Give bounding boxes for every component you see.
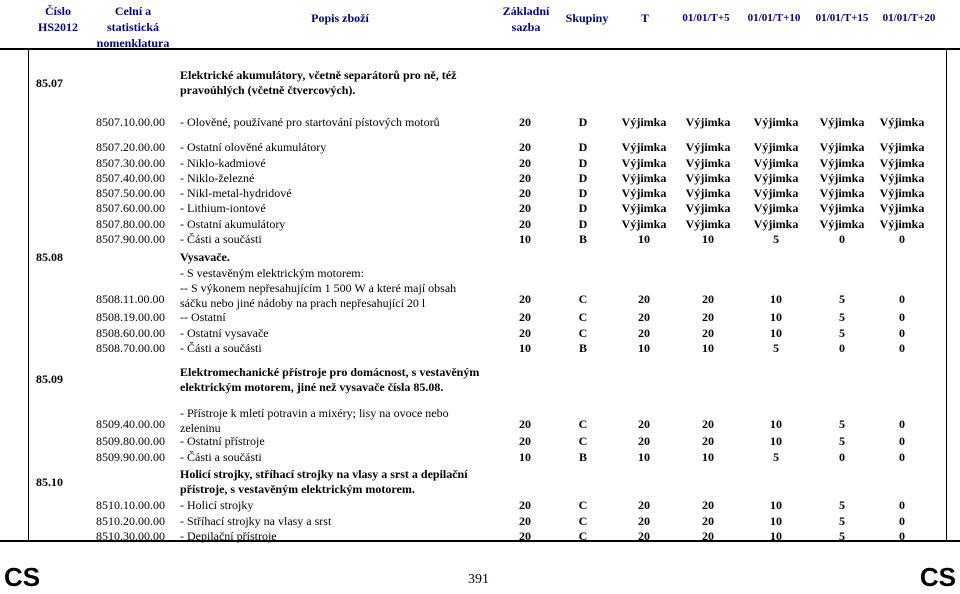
cell-t5: Výjimka [685, 140, 731, 154]
cell-t20: 0 [899, 341, 905, 355]
cell-t10: 10 [770, 498, 782, 512]
cell-t10: 10 [770, 292, 782, 306]
heading-code: 85.09 [36, 372, 63, 386]
col-header-description: Popis zboží [311, 11, 369, 25]
heading-code: 85.08 [36, 250, 63, 264]
cell-grp: B [578, 232, 587, 246]
col-header-t10: 01/01/T+10 [747, 12, 801, 24]
cell-grp: D [578, 156, 588, 170]
cell-rate: 20 [519, 310, 531, 324]
cell-t: 20 [638, 292, 650, 306]
goods-description: sáčku nebo jiné nádoby na prach nepřesahující 20 l [180, 296, 426, 310]
cell-rate: 20 [519, 498, 531, 512]
cell-t: 20 [638, 498, 650, 512]
cell-rate: 20 [519, 140, 531, 154]
cell-t: Výjimka [621, 156, 667, 170]
cell-t10: Výjimka [753, 217, 799, 231]
cell-t10: Výjimka [753, 186, 799, 200]
cell-t: Výjimka [621, 140, 667, 154]
cell-grp: C [578, 292, 588, 306]
cell-grp: C [578, 310, 588, 324]
goods-description: - Depilační přístroje [180, 529, 277, 543]
cell-t10: Výjimka [753, 201, 799, 215]
subheading-note: - S vestavěným elektrickým motorem: [180, 266, 364, 280]
cell-grp: D [578, 217, 588, 231]
cell-t15: 5 [839, 292, 845, 306]
cell-t15: 5 [839, 498, 845, 512]
cell-grp: D [578, 201, 588, 215]
goods-description: - Niklo-kadmiové [180, 156, 266, 170]
cell-t15: 5 [839, 514, 845, 528]
col-header-t15: 01/01/T+15 [815, 12, 869, 24]
col-header-t: T [640, 11, 649, 25]
goods-description: - Části a součásti [180, 450, 262, 464]
cell-t: Výjimka [621, 201, 667, 215]
cell-t10: Výjimka [753, 115, 799, 129]
cell-t20: 0 [899, 310, 905, 324]
col-header-t5: 01/01/T+5 [682, 12, 730, 24]
cell-grp: D [578, 140, 588, 154]
cell-t20: 0 [899, 529, 905, 543]
cn-code: 8509.40.00.00 [96, 417, 165, 431]
goods-description: -- Ostatní [180, 310, 226, 324]
cell-rate: 20 [519, 186, 531, 200]
cell-t10: 5 [773, 232, 779, 246]
cn-code: 8508.19.00.00 [96, 310, 165, 324]
cell-t15: Výjimka [819, 201, 865, 215]
cell-t20: Výjimka [879, 140, 925, 154]
cn-code: 8507.50.00.00 [96, 186, 165, 200]
cell-t15: Výjimka [819, 140, 865, 154]
cell-grp: D [578, 115, 588, 129]
col-header-kn: Celní a statistická nomenklatura [96, 4, 170, 50]
heading-text: Elektromechanické přístroje pro domácnost, s vestavěným [180, 365, 480, 379]
cell-t5: Výjimka [685, 115, 731, 129]
cell-t5: 10 [702, 450, 714, 464]
cn-code: 8507.80.00.00 [96, 217, 165, 231]
cn-code: 8507.40.00.00 [96, 171, 165, 185]
cell-t: 20 [638, 326, 650, 340]
page-number: 391 [468, 572, 489, 587]
cn-code: 8507.60.00.00 [96, 201, 165, 215]
cell-t20: Výjimka [879, 171, 925, 185]
cell-t5: 20 [702, 292, 714, 306]
cell-t10: Výjimka [753, 140, 799, 154]
cell-rate: 20 [519, 529, 531, 543]
cell-rate: 20 [519, 292, 531, 306]
goods-description: - Ostatní akumulátory [180, 217, 286, 231]
cell-grp: C [578, 417, 588, 431]
cell-rate: 10 [519, 450, 531, 464]
goods-description: - Části a součásti [180, 232, 262, 246]
cell-rate: 20 [519, 115, 531, 129]
cell-rate: 20 [519, 434, 531, 448]
cell-t5: 20 [702, 514, 714, 528]
cell-t15: 5 [839, 529, 845, 543]
cell-t5: 20 [702, 529, 714, 543]
cn-code: 8508.70.00.00 [96, 341, 165, 355]
goods-description: - Stříhací strojky na vlasy a srst [180, 514, 332, 528]
cell-t15: Výjimka [819, 156, 865, 170]
cell-t5: Výjimka [685, 186, 731, 200]
cn-code: 8510.10.00.00 [96, 498, 165, 512]
cell-t5: 20 [702, 326, 714, 340]
cell-t15: 5 [839, 326, 845, 340]
cell-t: 20 [638, 529, 650, 543]
cell-t: 20 [638, 417, 650, 431]
cell-t5: Výjimka [685, 171, 731, 185]
cell-t15: 0 [839, 341, 845, 355]
cell-t20: Výjimka [879, 115, 925, 129]
col-header-groups: Skupiny [565, 11, 609, 25]
table-border-right [946, 48, 947, 542]
cell-rate: 20 [519, 156, 531, 170]
cell-t5: 20 [702, 434, 714, 448]
cell-grp: C [578, 326, 588, 340]
heading-text: přístroje, s vestavěným elektrickým motorem. [180, 482, 415, 496]
cell-t: 20 [638, 310, 650, 324]
goods-description: - Niklo-železné [180, 171, 255, 185]
cn-code: 8507.10.00.00 [96, 115, 165, 129]
col-header-hs: Číslo HS2012 [37, 4, 78, 34]
cell-rate: 10 [519, 341, 531, 355]
goods-description: - Lithium-iontové [180, 201, 266, 215]
goods-description: - Olověné, používané pro startování pístových motorů [180, 115, 440, 129]
cell-rate: 10 [519, 232, 531, 246]
cell-rate: 20 [519, 326, 531, 340]
cell-t5: 10 [702, 341, 714, 355]
cell-t15: 5 [839, 434, 845, 448]
col-header-t20: 01/01/T+20 [882, 12, 936, 24]
cn-code: 8510.20.00.00 [96, 514, 165, 528]
cell-grp: C [578, 514, 588, 528]
cell-t15: 5 [839, 310, 845, 324]
cell-t20: 0 [899, 498, 905, 512]
cell-grp: B [578, 450, 587, 464]
goods-description: - Ostatní vysavače [180, 326, 269, 340]
cell-t20: 0 [899, 232, 905, 246]
table-border-left [28, 48, 29, 542]
cell-t5: 20 [702, 498, 714, 512]
cell-t15: Výjimka [819, 171, 865, 185]
cell-t20: 0 [899, 292, 905, 306]
cell-t10: Výjimka [753, 156, 799, 170]
cell-t10: 10 [770, 529, 782, 543]
goods-description: - Přístroje k mletí potravin a mixéry; lisy na ovoce nebo [180, 406, 449, 420]
cell-rate: 20 [519, 201, 531, 215]
cell-t20: 0 [899, 434, 905, 448]
cell-t: Výjimka [621, 115, 667, 129]
cn-code: 8509.80.00.00 [96, 434, 165, 448]
cell-rate: 20 [519, 514, 531, 528]
cell-grp: C [578, 529, 588, 543]
cell-t5: 10 [702, 232, 714, 246]
cell-t5: Výjimka [685, 217, 731, 231]
goods-description: - Nikl-metal-hydridové [180, 186, 292, 200]
heading-code: 85.10 [36, 475, 63, 489]
cell-t: Výjimka [621, 217, 667, 231]
cell-t: 20 [638, 434, 650, 448]
goods-description: -- S výkonem nepřesahujícím 1 500 W a které mají obsah [180, 281, 457, 295]
goods-description: zeleninu [180, 421, 221, 435]
cell-grp: D [578, 186, 588, 200]
cell-rate: 20 [519, 417, 531, 431]
cell-t20: 0 [899, 326, 905, 340]
cell-t: 10 [638, 341, 650, 355]
cn-code: 8507.20.00.00 [96, 140, 165, 154]
cell-t10: 10 [770, 434, 782, 448]
cell-t10: 10 [770, 514, 782, 528]
heading-text: Holicí strojky, stříhací strojky na vlasy a srst a depilační [180, 467, 468, 481]
cell-t10: 10 [770, 326, 782, 340]
cell-t10: 10 [770, 417, 782, 431]
cell-rate: 20 [519, 217, 531, 231]
cell-t20: Výjimka [879, 156, 925, 170]
cn-code: 8510.30.00.00 [96, 529, 165, 543]
cell-rate: 20 [519, 171, 531, 185]
page-footer [0, 540, 960, 594]
cell-t: 10 [638, 450, 650, 464]
cn-code: 8509.90.00.00 [96, 450, 165, 464]
cell-t20: 0 [899, 417, 905, 431]
cell-t: Výjimka [621, 186, 667, 200]
cn-code: 8508.11.00.00 [96, 292, 165, 306]
cell-t5: 20 [702, 417, 714, 431]
cell-t15: 0 [839, 232, 845, 246]
cell-t10: Výjimka [753, 171, 799, 185]
goods-description: - Části a součásti [180, 341, 262, 355]
cell-t: 20 [638, 514, 650, 528]
cell-t5: Výjimka [685, 156, 731, 170]
cell-t10: 5 [773, 450, 779, 464]
cell-t15: 0 [839, 450, 845, 464]
footer-right-label: CS [919, 562, 956, 592]
cell-grp: C [578, 498, 588, 512]
col-header-base-rate: Základní sazba [502, 4, 550, 34]
cn-code: 8507.30.00.00 [96, 156, 165, 170]
goods-description: - Holicí strojky [180, 498, 254, 512]
cell-grp: D [578, 171, 588, 185]
heading-text: Vysavače. [180, 250, 230, 264]
footer-left-label: CS [4, 562, 41, 592]
cell-t10: 10 [770, 310, 782, 324]
heading-text: Elektrické akumulátory, včetně separátorů pro ně, též [180, 68, 457, 82]
cell-t10: 5 [773, 341, 779, 355]
cell-t: 10 [638, 232, 650, 246]
cell-t15: Výjimka [819, 115, 865, 129]
table-header [0, 0, 960, 50]
cell-t5: 20 [702, 310, 714, 324]
cn-code: 8507.90.00.00 [96, 232, 165, 246]
cell-t5: Výjimka [685, 201, 731, 215]
cell-grp: C [578, 434, 588, 448]
cell-t20: Výjimka [879, 201, 925, 215]
cell-t20: 0 [899, 450, 905, 464]
cell-t15: Výjimka [819, 186, 865, 200]
cell-t20: 0 [899, 514, 905, 528]
cn-code: 8508.60.00.00 [96, 326, 165, 340]
cell-t15: 5 [839, 417, 845, 431]
goods-description: - Ostatní olověné akumulátory [180, 140, 327, 154]
cell-t20: Výjimka [879, 186, 925, 200]
cell-t: Výjimka [621, 171, 667, 185]
goods-description: - Ostatní přístroje [180, 434, 265, 448]
cell-t20: Výjimka [879, 217, 925, 231]
cell-grp: B [578, 341, 587, 355]
heading-text: elektrickým motorem, jiné než vysavače čísla 85.08. [180, 380, 444, 394]
heading-code: 85.07 [36, 76, 63, 90]
cell-t15: Výjimka [819, 217, 865, 231]
heading-text: pravoúhlých (včetně čtvercových). [180, 83, 356, 97]
